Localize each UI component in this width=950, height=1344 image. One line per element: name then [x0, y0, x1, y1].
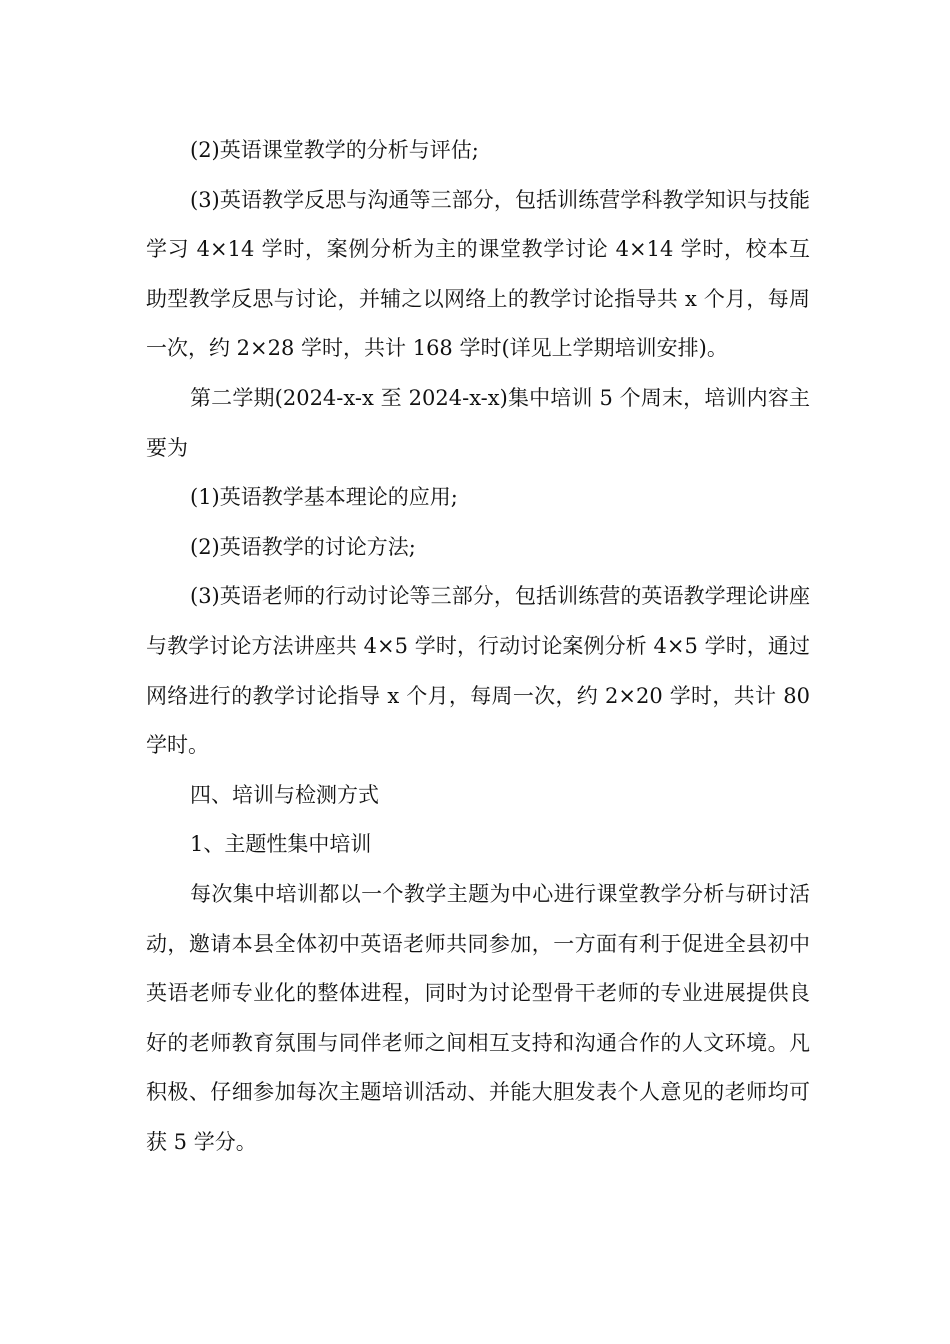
document-body: [146, 126, 810, 1167]
paragraph-item-2-methods: (2)英语教学的讨论方法;: [190, 534, 416, 559]
section-heading-training-methods: 四、培训与检测方式: [190, 782, 379, 807]
paragraph-item-3-summary: (3)英语教学反思与沟通等三部分，包括训练营学科教学知识与技能学习 4×14 学时，案例分析为主的课堂教学讨论 4×14 学时，校本互助型教学反思与讨论，并辅之以网络上的教学讨论指导共 x 个月，每周一次，约 2×28 学时，共计 168 学时(详见上学期培训安排)。: [146, 187, 810, 361]
paragraph-thematic-training: 每次集中培训都以一个教学主题为中心进行课堂教学分析与研讨活动，邀请本县全体初中英语老师共同参加，一方面有利于促进全县初中英语老师专业化的整体进程，同时为讨论型骨干老师的专业进展提供良好的老师教育氛围与同伴老师之间相互支持和沟通合作的人文环境。凡积极、仔细参加每次主题培训活动、并能大胆发表个人意见的老师均可获 5 学分。: [146, 881, 810, 1154]
subheading-thematic-training: 1、主题性集中培训: [190, 832, 372, 857]
paragraph-item-2: (2)英语课堂教学的分析与评估;: [190, 138, 479, 162]
paragraph-item-3-action: (3)英语老师的行动讨论等三部分，包括训练营的英语教学理论讲座与教学讨论方法讲座共 4×5 学时，行动讨论案例分析 4×5 学时，通过网络进行的教学讨论指导 x 个月，每周一次，约 2×20 学时，共计 80 学时。: [146, 584, 810, 758]
paragraph-second-semester: 第二学期(2024-x-x 至 2024-x-x)集中培训 5 个周末，培训内容主要为: [146, 385, 810, 460]
paragraph-item-1-theory: (1)英语教学基本理论的应用;: [190, 485, 458, 510]
